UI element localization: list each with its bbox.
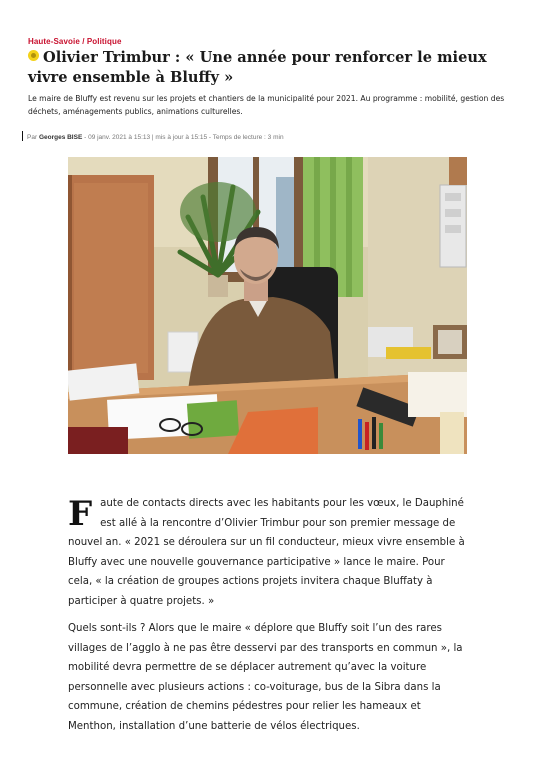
photo-mayor-in-office: [68, 157, 467, 454]
section-kicker[interactable]: Haute-Savoie / Politique: [28, 37, 122, 46]
text-cursor: [22, 131, 23, 141]
byline-prefix: Par: [27, 134, 38, 141]
article-body: [68, 494, 468, 744]
article-photo: [68, 157, 467, 454]
body-paragraph: Quels sont-ils ? Alors que le maire « déplore que Bluffy soit l’un des rares villages de l’agglo à ne pas être desservi par des transports en commun », la mobilité devra permettre de se déplacer autrement qu’avec la voiture personnelle avec plusieurs actions : co-voiturage, bus de la Sibra dans la commune, création de chemins pédestres pour relier les hameaux et Menthon, installation d’une batterie de vélos électriques.: [68, 623, 463, 732]
article-title: [28, 48, 523, 88]
byline: [22, 131, 512, 141]
drop-cap: F: [68, 494, 93, 534]
byline-author[interactable]: Georges BISE: [38, 134, 83, 141]
article-lead: Le maire de Bluffy est revenu sur les projets et chantiers de la municipalité pour 2021. Au programme : mobilité, gestion des déchets, aménagements publics, animations culturelles.: [28, 94, 505, 116]
article-title-text: Olivier Trimbur : « Une année pour renforcer le mieux vivre ensemble à Bluffy »: [28, 49, 487, 86]
body-paragraph: [68, 494, 468, 611]
premium-badge-icon: [28, 50, 39, 61]
byline-meta: - 09 janv. 2021 à 15:13 | mis à jour à 15:15 - Temps de lecture : 3 min: [84, 134, 284, 141]
body-paragraph-text: aute de contacts directs avec les habitants pour les vœux, le Dauphiné est allé à la rencontre d’Olivier Trimbur pour son premier message de nouvel an. « 2021 se déroulera sur un fil conducteur, mieux vivre ensemble à Bluffy avec une nouvelle gouvernance participative » lance le maire. Pour cela, « la création de groupes actions projets invitera chaque Bluffaty à participer à quatre projets. »: [68, 498, 465, 607]
